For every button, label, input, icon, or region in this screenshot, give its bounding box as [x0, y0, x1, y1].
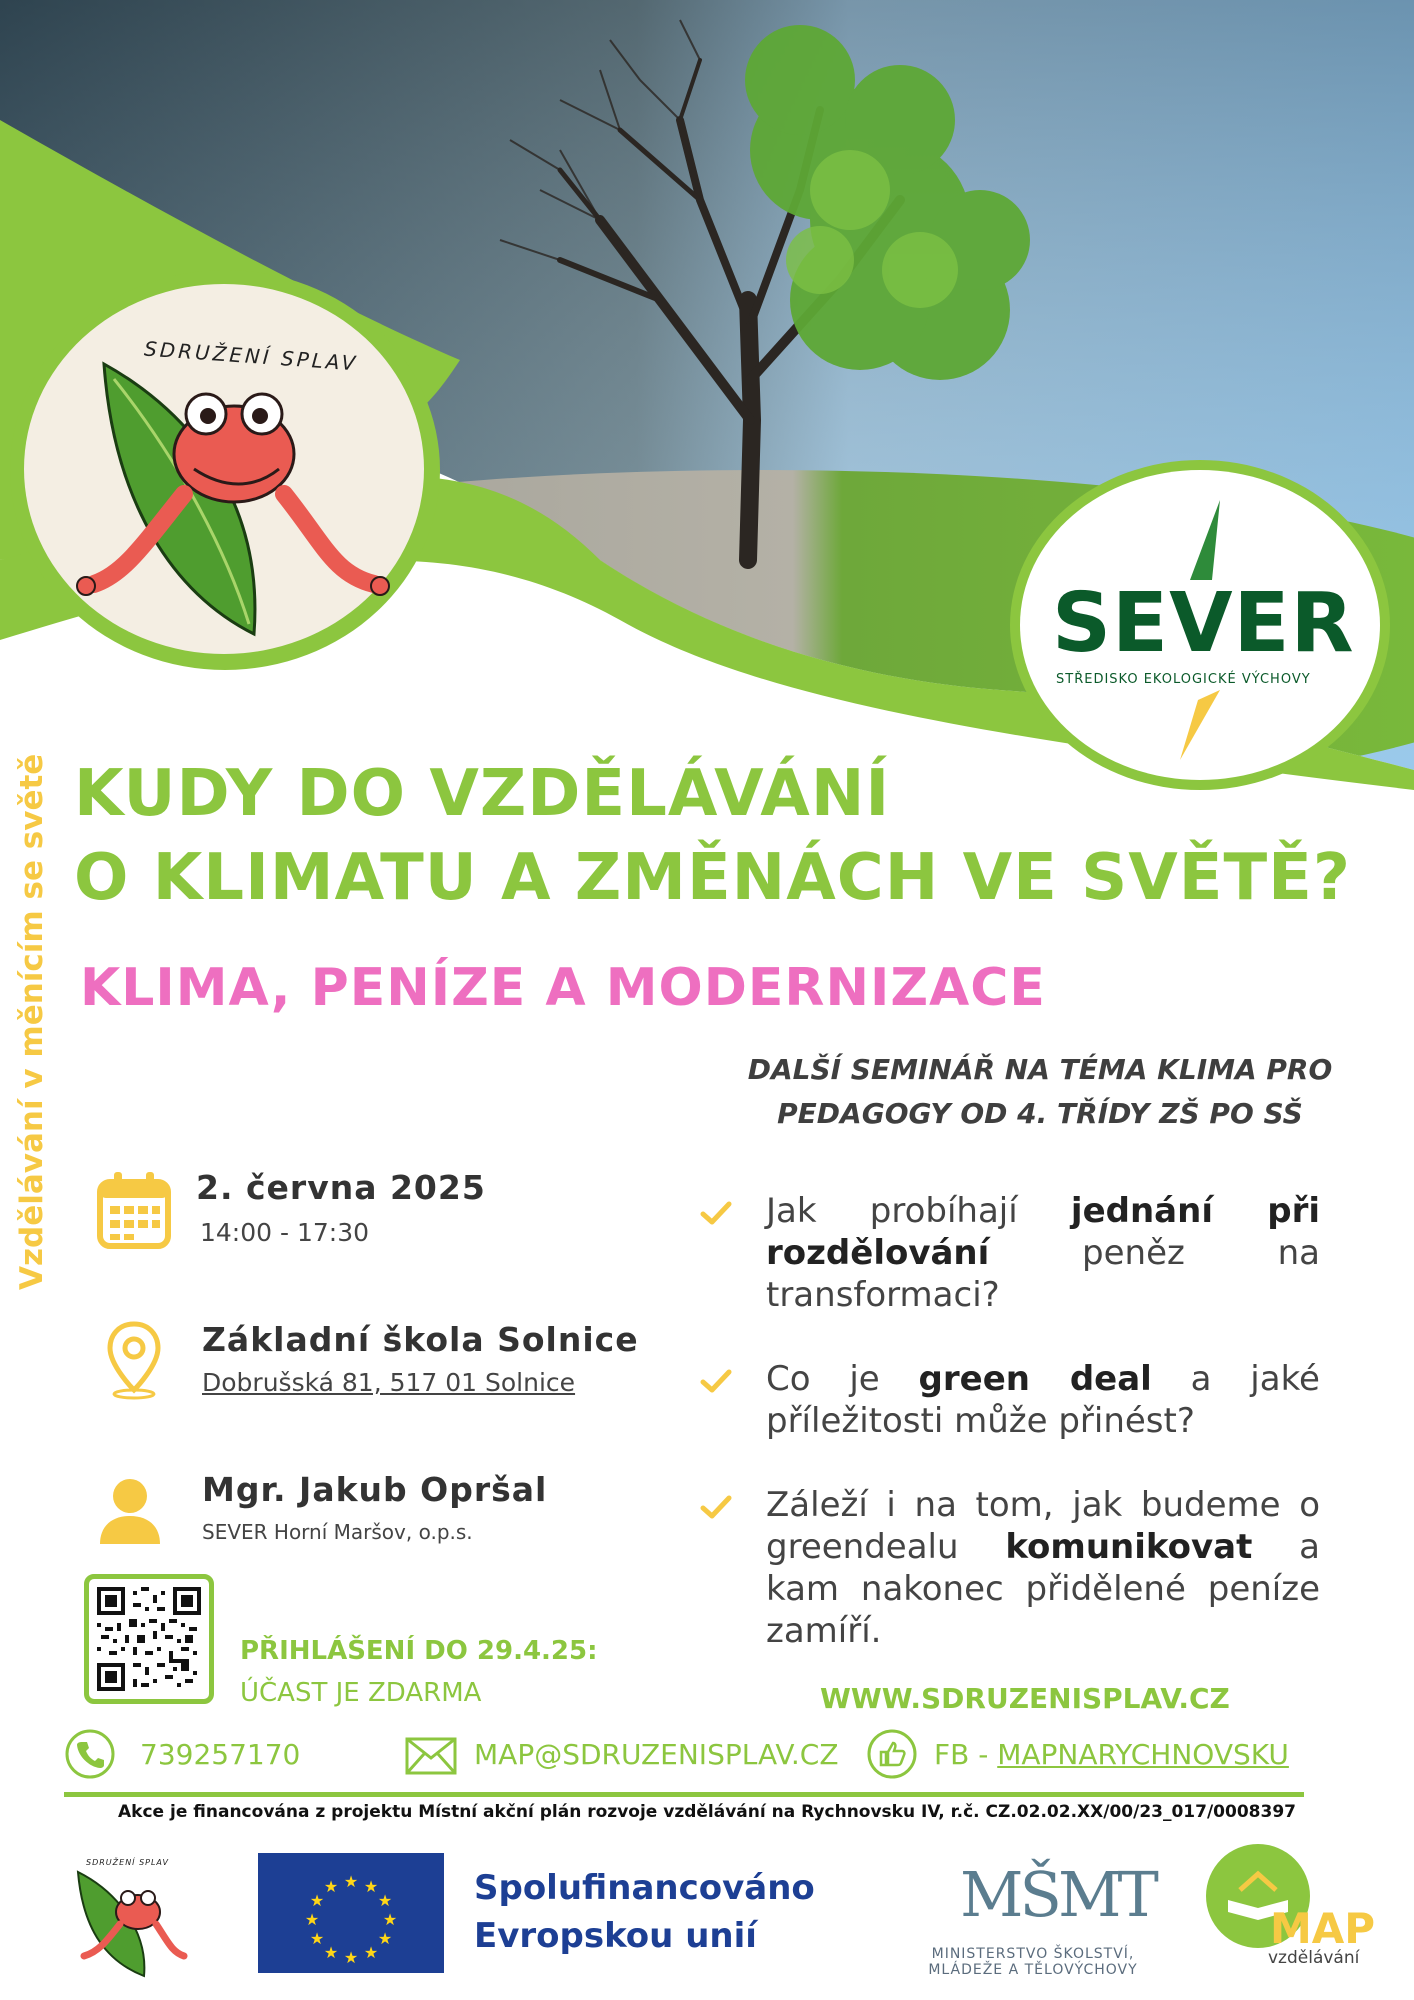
page-title	[74, 752, 1351, 920]
map-sub-text: vzdělávání	[1268, 1948, 1360, 1968]
svg-text:★: ★	[343, 1948, 359, 1967]
email-address: MAP@SDRUZENISPLAV.CZ	[474, 1738, 839, 1771]
sever-logo	[1010, 460, 1390, 790]
title-line-2: O KLIMATU A ZMĚNÁCH VE SVĚTĚ?	[74, 841, 1351, 915]
funding-note: Akce je financována z projektu Místní akční plán rozvoje vzdělávání na Rychnovsku IV, r.č. CZ.02.02.XX/00/23_017/0008397	[118, 1802, 1296, 1822]
next-seminar-line-1: DALŠÍ SEMINÁŘ NA TÉMA KLIMA PRO	[747, 1053, 1333, 1086]
svg-text:★: ★	[309, 1929, 325, 1948]
splav-small-logo	[58, 1852, 188, 1978]
divider	[64, 1792, 1304, 1797]
topic-item-2: Co je green deal a jaké příležitosti může přinést?	[700, 1358, 1320, 1442]
check-icon	[700, 1200, 732, 1226]
topic-item-1: Jak probíhají jednání při rozdělování peněz na transformaci?	[700, 1190, 1320, 1316]
map-logo-text: MAP	[1270, 1904, 1376, 1953]
msmt-text	[898, 1946, 1168, 1978]
svg-text:★: ★	[304, 1910, 320, 1929]
calendar-icon	[96, 1172, 172, 1250]
event-venue: Základní škola Solnice	[202, 1320, 639, 1359]
website-link[interactable]: WWW.SDRUZENISPLAV.CZ	[820, 1682, 1230, 1715]
speaker-name: Mgr. Jakub Opršal	[202, 1470, 548, 1509]
check-icon	[700, 1368, 732, 1394]
next-seminar	[735, 1048, 1345, 1136]
registration-fee: ÚČAST JE ZDARMA	[240, 1678, 482, 1708]
event-time: 14:00 - 17:30	[200, 1218, 370, 1247]
vertical-slogan: Vzdělávání v měnícím se světě	[14, 753, 50, 1290]
svg-text:★: ★	[363, 1943, 379, 1962]
svg-text:★: ★	[309, 1891, 325, 1910]
svg-text:★: ★	[323, 1943, 339, 1962]
msmt-logo	[960, 1852, 1155, 1944]
splav-logo-text: SDRUŽENÍ SPLAV	[143, 336, 360, 376]
location-pin-icon	[104, 1320, 164, 1400]
contact-email[interactable]	[404, 1728, 839, 1784]
eu-cofunding-text	[474, 1864, 815, 1960]
svg-text:★: ★	[377, 1929, 393, 1948]
fb-handle[interactable]: MAPNARYCHNOVSKU	[997, 1738, 1289, 1771]
page-subtitle: KLIMA, PENÍZE A MODERNIZACE	[80, 958, 1046, 1018]
check-icon	[700, 1494, 732, 1520]
svg-text:★: ★	[382, 1910, 398, 1929]
sever-logo-tagline: STŘEDISKO EKOLOGICKÉ VÝCHOVY	[1056, 672, 1311, 687]
svg-text:★: ★	[323, 1877, 339, 1896]
speaker-org: SEVER Horní Maršov, o.p.s.	[202, 1520, 473, 1544]
thumbs-up-icon	[866, 1728, 918, 1780]
eu-line-2: Evropskou unií	[474, 1916, 757, 1956]
envelope-icon	[404, 1736, 458, 1776]
svg-text:★: ★	[343, 1872, 359, 1891]
person-icon	[98, 1476, 162, 1546]
msmt-line-1: MINISTERSTVO ŠKOLSTVÍ,	[931, 1946, 1135, 1962]
fb-prefix: FB -	[934, 1738, 998, 1771]
svg-text:★: ★	[363, 1877, 379, 1896]
eu-flag	[258, 1853, 444, 1973]
contact-phone[interactable]	[64, 1728, 301, 1784]
sever-logo-name: SEVER	[1052, 576, 1355, 671]
next-seminar-line-2: PEDAGOGY OD 4. TŘÍDY ZŠ PO SŠ	[777, 1097, 1303, 1130]
qr-code-icon	[97, 1587, 201, 1691]
phone-icon	[64, 1728, 116, 1780]
title-line-1: KUDY DO VZDĚLÁVÁNÍ	[74, 757, 891, 831]
registration-deadline: PŘIHLÁŠENÍ DO 29.4.25:	[240, 1636, 598, 1666]
splav-logo	[10, 270, 440, 670]
eu-line-1: Spolufinancováno	[474, 1868, 815, 1908]
event-date: 2. června 2025	[196, 1168, 486, 1207]
msmt-line-2: MLÁDEŽE A TĚLOVÝCHOVY	[928, 1962, 1138, 1978]
contact-facebook[interactable]	[866, 1728, 1289, 1784]
event-address[interactable]: Dobrušská 81, 517 01 Solnice	[202, 1368, 576, 1397]
topic-item-3: Záleží i na tom, jak budeme o greendealu komunikovat a kam nakonec přidělené peníze zamíří.	[700, 1484, 1320, 1652]
registration-qr-code[interactable]	[84, 1574, 214, 1704]
splav-small-text: SDRUŽENÍ SPLAV	[86, 1858, 169, 1867]
topics-list	[700, 1190, 1320, 1694]
phone-number: 739257170	[140, 1738, 301, 1771]
msmt-logo-mark: MŠMT	[960, 1858, 1155, 1931]
svg-text:★: ★	[377, 1891, 393, 1910]
